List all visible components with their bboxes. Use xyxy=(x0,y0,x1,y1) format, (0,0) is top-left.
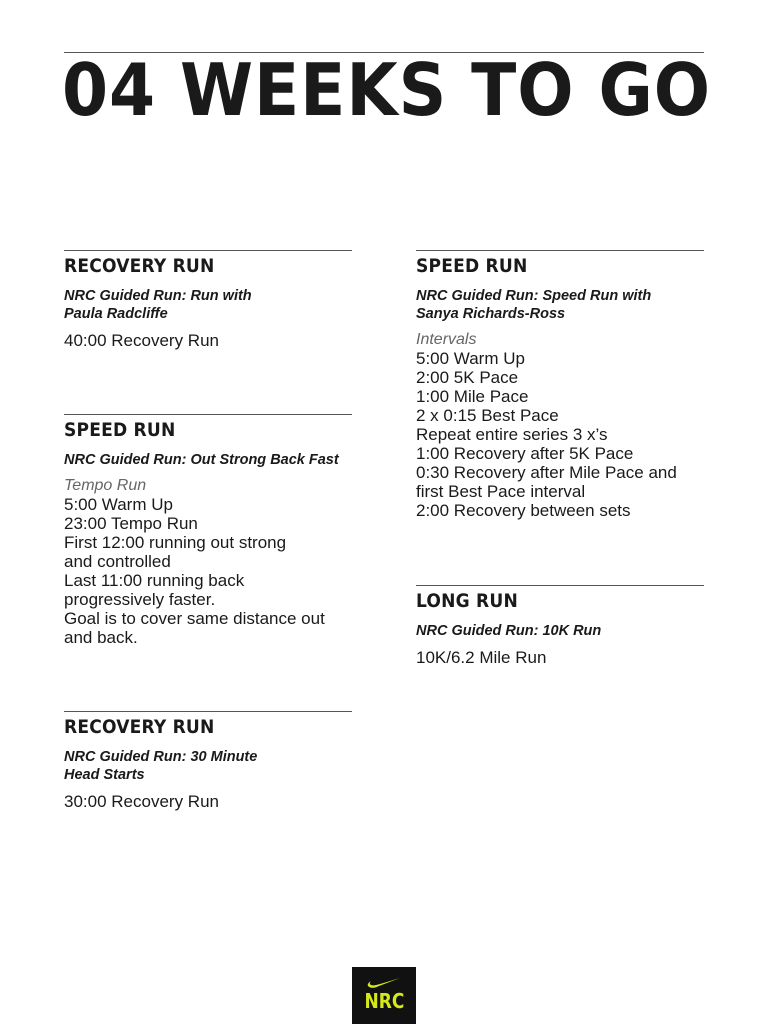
workout-line: 1:00 Recovery after 5K Pace xyxy=(416,444,634,463)
workout-line: and controlled xyxy=(64,552,171,571)
workout-long-run xyxy=(416,585,704,667)
guided-run-line: NRC Guided Run: Out Strong Back Fast xyxy=(64,452,339,468)
workout-heading: SPEED RUN xyxy=(416,255,528,277)
workout-line: 0:30 Recovery after Mile Pace and xyxy=(416,463,677,482)
workout-line: 5:00 Warm Up xyxy=(416,349,525,368)
page-title: 04 WEEKS TO GO xyxy=(62,48,712,132)
workout-details xyxy=(416,349,704,520)
workout-details xyxy=(416,648,704,667)
guided-run-line: Sanya Richards-Ross xyxy=(416,306,566,322)
guided-run-title xyxy=(416,622,704,640)
workout-details xyxy=(64,792,352,811)
guided-run-title xyxy=(416,287,704,323)
workout-line: 5:00 Warm Up xyxy=(64,495,173,514)
workout-line: 1:00 Mile Pace xyxy=(416,387,529,406)
workout-heading: RECOVERY RUN xyxy=(64,716,215,738)
workout-line: 2 x 0:15 Best Pace xyxy=(416,406,559,425)
guided-run-title xyxy=(64,451,352,469)
workout-line: 2:00 Recovery between sets xyxy=(416,501,631,520)
workout-line: first Best Pace interval xyxy=(416,482,586,501)
workout-line: progressively faster. xyxy=(64,590,216,609)
workout-type-label: Intervals xyxy=(416,331,477,348)
guided-run-title xyxy=(64,748,352,784)
workout-type-label: Tempo Run xyxy=(64,477,147,494)
workout-heading: LONG RUN xyxy=(416,590,518,612)
workout-line: First 12:00 running out strong xyxy=(64,533,287,552)
guided-run-line: NRC Guided Run: 10K Run xyxy=(416,623,602,639)
logo-text: NRC xyxy=(364,989,404,1013)
workout-recovery-run-2 xyxy=(64,711,352,811)
guided-run-line: NRC Guided Run: 30 Minute xyxy=(64,749,258,765)
workout-line: 10K/6.2 Mile Run xyxy=(416,648,547,667)
workout-line: 2:00 5K Pace xyxy=(416,368,519,387)
swoosh-icon xyxy=(367,977,401,989)
workout-line: 30:00 Recovery Run xyxy=(64,792,219,811)
guided-run-line: Head Starts xyxy=(64,767,145,783)
workout-line: 40:00 Recovery Run xyxy=(64,331,219,350)
workout-speed-run-1 xyxy=(64,414,352,647)
workout-line: Goal is to cover same distance out xyxy=(64,609,325,628)
workout-heading: RECOVERY RUN xyxy=(64,255,215,277)
guided-run-line: NRC Guided Run: Run with xyxy=(64,288,252,304)
workout-speed-run-2 xyxy=(416,250,704,520)
workout-recovery-run-1 xyxy=(64,250,352,350)
workout-details xyxy=(64,495,352,647)
nrc-logo xyxy=(352,967,416,1024)
workout-heading: SPEED RUN xyxy=(64,419,176,441)
workout-details xyxy=(64,331,352,350)
guided-run-title xyxy=(64,287,352,323)
workout-line: and back. xyxy=(64,628,138,647)
guided-run-line: Paula Radcliffe xyxy=(64,306,168,322)
guided-run-line: NRC Guided Run: Speed Run with xyxy=(416,288,652,304)
workout-line: 23:00 Tempo Run xyxy=(64,514,198,533)
workout-line: Last 11:00 running back xyxy=(64,571,245,590)
workout-line: Repeat entire series 3 x’s xyxy=(416,425,608,444)
